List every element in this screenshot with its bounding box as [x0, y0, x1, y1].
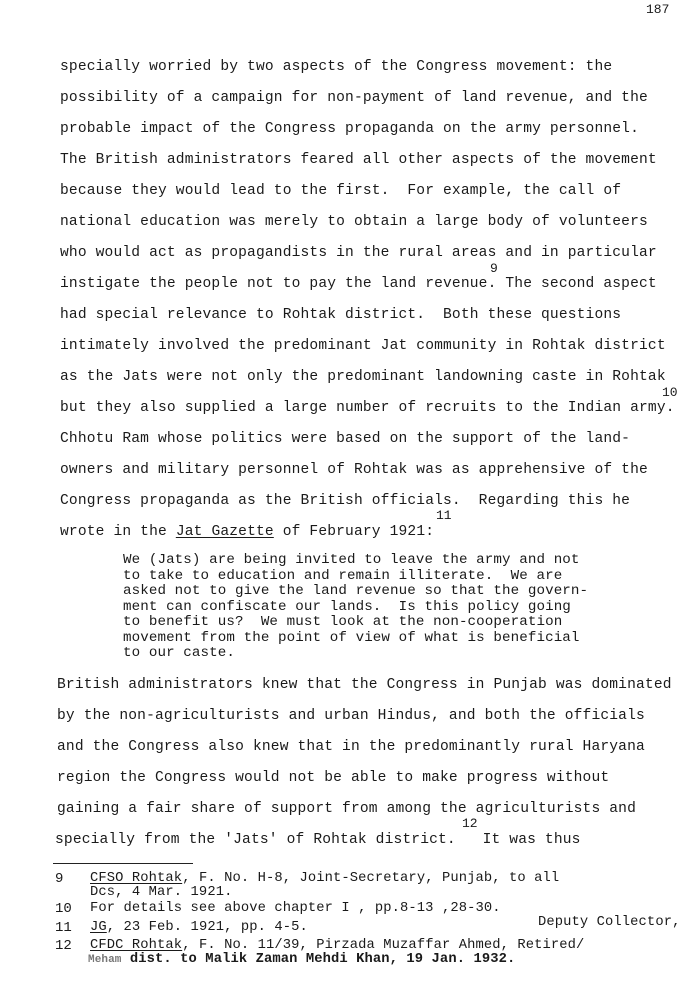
body-line: gaining a fair share of support from among the agriculturists and	[57, 801, 636, 817]
footnote-number: 11	[55, 920, 72, 936]
body-line: instigate the people not to pay the land revenue. The second aspect	[60, 276, 657, 292]
footnote-ref-9: 9	[490, 261, 498, 276]
body-line: British administrators knew that the Congress in Punjab was dominated	[57, 677, 672, 693]
footnote-text	[88, 952, 515, 968]
quote-line: ment can confiscate our lands. Is this policy going	[123, 599, 571, 615]
body-text: wrote in the	[60, 524, 176, 540]
body-line: specially from the 'Jats' of Rohtak district. It was thus	[55, 832, 581, 848]
footnote-divider	[53, 863, 193, 864]
body-text: of February 1921:	[273, 524, 435, 540]
quote-line: to take to education and remain illiterate. We are	[123, 568, 563, 584]
footnote-detail: , F. No. H-8, Joint-Secretary, Punjab, to all	[182, 871, 560, 886]
body-line: national education was merely to obtain a large body of volunteers	[60, 214, 648, 230]
footnote-ref-12: 12	[462, 816, 478, 831]
footnote-text	[90, 920, 308, 935]
footnote-source: JG	[90, 920, 107, 935]
body-line: and the Congress also knew that in the predominantly rural Haryana	[57, 739, 645, 755]
body-line: but they also supplied a large number of recruits to the Indian army.	[60, 400, 675, 416]
footnote-number: 10	[55, 901, 72, 917]
publication-title: Jat Gazette	[175, 524, 274, 540]
footnote-text: For details see above chapter I , pp.8-13 ,28-30.	[90, 901, 501, 916]
footnote-text	[90, 871, 559, 886]
footnote-source: CFDC Rohtak	[90, 938, 183, 953]
footnote-detail: dist. to Malik Zaman Mehdi Khan, 19 Jan. 1932.	[121, 952, 516, 967]
footnote-handwritten-insert: Meham	[88, 954, 122, 966]
body-line: Chhotu Ram whose politics were based on the support of the land-	[60, 431, 631, 447]
body-line: region the Congress would not be able to make progress without	[57, 770, 610, 786]
body-line: as the Jats were not only the predominant landowning caste in Rohtak	[60, 369, 666, 385]
body-line: by the non-agriculturists and urban Hindus, and both the officials	[57, 708, 645, 724]
footnote-number: 12	[55, 938, 72, 954]
body-line: probable impact of the Congress propaganda on the army personnel.	[60, 121, 639, 137]
footnote-insert: Deputy Collector,	[538, 915, 681, 930]
footnote-source: CFSO Rohtak	[90, 871, 183, 886]
quote-line: We (Jats) are being invited to leave the army and not	[123, 552, 580, 568]
body-line: Congress propaganda as the British officials. Regarding this he	[60, 493, 631, 509]
body-line: specially worried by two aspects of the Congress movement: the	[60, 59, 613, 75]
page-number: 187	[646, 2, 670, 17]
footnote-ref-11: 11	[436, 508, 452, 523]
footnote-ref-10: 10	[662, 385, 678, 400]
quote-line: asked not to give the land revenue so that the govern-	[123, 583, 589, 599]
footnote-number: 9	[55, 871, 64, 887]
footnote-detail: , 23 Feb. 1921, pp. 4-5.	[106, 920, 308, 935]
quote-line: movement from the point of view of what is beneficial	[123, 630, 580, 646]
footnote-text	[90, 938, 584, 953]
body-line: because they would lead to the first. For example, the call of	[60, 183, 622, 199]
quote-line: to benefit us? We must look at the non-cooperation	[123, 614, 563, 630]
body-line: who would act as propagandists in the rural areas and in particular	[60, 245, 657, 261]
footnote-text: Dcs, 4 Mar. 1921.	[90, 885, 233, 900]
body-line	[60, 524, 434, 540]
body-line: owners and military personnel of Rohtak was as apprehensive of the	[60, 462, 648, 478]
body-line: possibility of a campaign for non-payment of land revenue, and the	[60, 90, 648, 106]
footnote-detail: , F. No. 11/39, Pirzada Muzaffar Ahmed, Retired/	[182, 938, 585, 953]
quote-line: to our caste.	[123, 645, 235, 661]
body-line: intimately involved the predominant Jat community in Rohtak district	[60, 338, 666, 354]
body-line: had special relevance to Rohtak district. Both these questions	[60, 307, 622, 323]
body-line: The British administrators feared all other aspects of the movement	[60, 152, 657, 168]
